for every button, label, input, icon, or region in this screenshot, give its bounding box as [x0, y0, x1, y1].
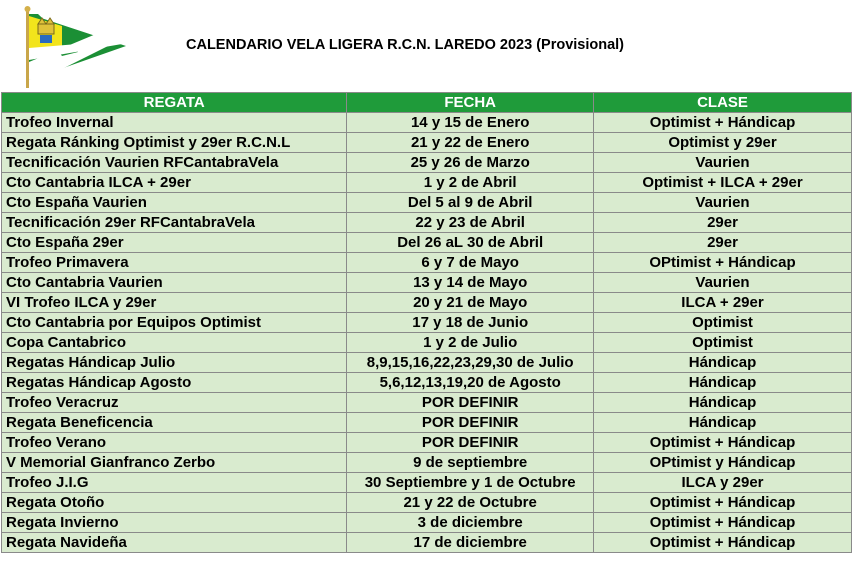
clase-cell: ILCA + 29er: [594, 293, 852, 313]
table-row: [2, 333, 852, 353]
table-row: [2, 453, 852, 473]
clase-cell: OPtimist + Hándicap: [594, 253, 852, 273]
table-row: [2, 273, 852, 293]
column-header-clase: CLASE: [594, 93, 852, 113]
fecha-cell: 8,9,15,16,22,23,29,30 de Julio: [347, 353, 594, 373]
clase-cell: Optimist + Hándicap: [594, 533, 852, 553]
fecha-cell: 6 y 7 de Mayo: [347, 253, 594, 273]
table-row: [2, 513, 852, 533]
clase-cell: ILCA y 29er: [594, 473, 852, 493]
regata-cell: Cto Cantabria Vaurien: [2, 273, 347, 293]
fecha-cell: 25 y 26 de Marzo: [347, 153, 594, 173]
table-header-row: [2, 93, 852, 113]
table-row: [2, 493, 852, 513]
table-row: [2, 473, 852, 493]
regata-cell: Cto España Vaurien: [2, 193, 347, 213]
page-header: [0, 0, 853, 92]
fecha-cell: 21 y 22 de Enero: [347, 133, 594, 153]
regata-cell: Cto Cantabria por Equipos Optimist: [2, 313, 347, 333]
fecha-cell: Del 5 al 9 de Abril: [347, 193, 594, 213]
fecha-cell: 17 y 18 de Junio: [347, 313, 594, 333]
regata-cell: Trofeo Invernal: [2, 113, 347, 133]
clase-cell: OPtimist y Hándicap: [594, 453, 852, 473]
clase-cell: Optimist + Hándicap: [594, 493, 852, 513]
table-row: [2, 433, 852, 453]
fecha-cell: 20 y 21 de Mayo: [347, 293, 594, 313]
clase-cell: 29er: [594, 213, 852, 233]
regata-cell: Tecnificación 29er RFCantabraVela: [2, 213, 347, 233]
club-burgee-flag-icon: [18, 4, 130, 88]
column-header-fecha: FECHA: [347, 93, 594, 113]
regata-cell: Cto Cantabria ILCA + 29er: [2, 173, 347, 193]
clase-cell: Hándicap: [594, 373, 852, 393]
regata-cell: Copa Cantabrico: [2, 333, 347, 353]
fecha-cell: Del 26 aL 30 de Abril: [347, 233, 594, 253]
table-row: [2, 373, 852, 393]
table-row: [2, 413, 852, 433]
regata-cell: Regata Beneficencia: [2, 413, 347, 433]
clase-cell: Optimist: [594, 333, 852, 353]
fecha-cell: 1 y 2 de Abril: [347, 173, 594, 193]
fecha-cell: 3 de diciembre: [347, 513, 594, 533]
regata-cell: VI Trofeo ILCA y 29er: [2, 293, 347, 313]
table-row: [2, 173, 852, 193]
column-header-regata: REGATA: [2, 93, 347, 113]
fecha-cell: 9 de septiembre: [347, 453, 594, 473]
fecha-cell: 17 de diciembre: [347, 533, 594, 553]
fecha-cell: 5,6,12,13,19,20 de Agosto: [347, 373, 594, 393]
clase-cell: Vaurien: [594, 153, 852, 173]
regata-cell: Regata Ránking Optimist y 29er R.C.N.L: [2, 133, 347, 153]
clase-cell: Optimist + ILCA + 29er: [594, 173, 852, 193]
fecha-cell: 22 y 23 de Abril: [347, 213, 594, 233]
table-row: [2, 153, 852, 173]
table-row: [2, 233, 852, 253]
clase-cell: 29er: [594, 233, 852, 253]
fecha-cell: 21 y 22 de Octubre: [347, 493, 594, 513]
table-row: [2, 113, 852, 133]
regata-cell: Regata Navideña: [2, 533, 347, 553]
regata-cell: Regatas Hándicap Agosto: [2, 373, 347, 393]
clase-cell: Hándicap: [594, 353, 852, 373]
clase-cell: Vaurien: [594, 273, 852, 293]
regata-cell: Trofeo Primavera: [2, 253, 347, 273]
fecha-cell: 30 Septiembre y 1 de Octubre: [347, 473, 594, 493]
table-row: [2, 353, 852, 373]
fecha-cell: 13 y 14 de Mayo: [347, 273, 594, 293]
regata-cell: Cto España 29er: [2, 233, 347, 253]
page-title: CALENDARIO VELA LIGERA R.C.N. LAREDO 2023 (Provisional): [186, 37, 625, 53]
table-row: [2, 533, 852, 553]
clase-cell: Optimist: [594, 313, 852, 333]
regata-cell: Regata Otoño: [2, 493, 347, 513]
regata-cell: Regatas Hándicap Julio: [2, 353, 347, 373]
regata-cell: Trofeo Veracruz: [2, 393, 347, 413]
table-row: [2, 253, 852, 273]
table-row: [2, 393, 852, 413]
regata-cell: Trofeo Verano: [2, 433, 347, 453]
regatta-calendar-table: [1, 92, 852, 553]
clase-cell: Optimist + Hándicap: [594, 433, 852, 453]
fecha-cell: POR DEFINIR: [347, 413, 594, 433]
clase-cell: Optimist y 29er: [594, 133, 852, 153]
regata-cell: V Memorial Gianfranco Zerbo: [2, 453, 347, 473]
clase-cell: Optimist + Hándicap: [594, 513, 852, 533]
table-row: [2, 293, 852, 313]
table-row: [2, 133, 852, 153]
clase-cell: Hándicap: [594, 393, 852, 413]
table-row: [2, 193, 852, 213]
clase-cell: Optimist + Hándicap: [594, 113, 852, 133]
clase-cell: Hándicap: [594, 413, 852, 433]
fecha-cell: POR DEFINIR: [347, 393, 594, 413]
regata-cell: Regata Invierno: [2, 513, 347, 533]
table-row: [2, 313, 852, 333]
fecha-cell: POR DEFINIR: [347, 433, 594, 453]
regata-cell: Tecnificación Vaurien RFCantabraVela: [2, 153, 347, 173]
regata-cell: Trofeo J.I.G: [2, 473, 347, 493]
fecha-cell: 1 y 2 de Julio: [347, 333, 594, 353]
clase-cell: Vaurien: [594, 193, 852, 213]
table-row: [2, 213, 852, 233]
fecha-cell: 14 y 15 de Enero: [347, 113, 594, 133]
